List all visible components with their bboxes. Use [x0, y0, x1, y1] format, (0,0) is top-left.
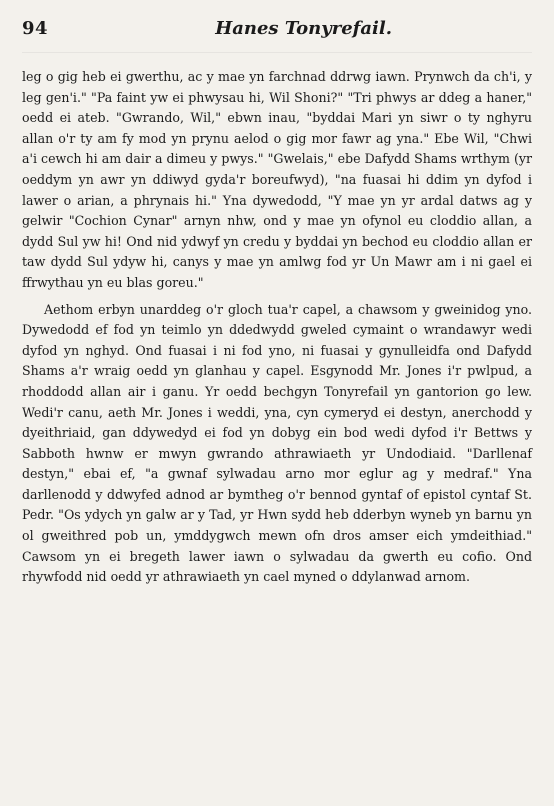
paragraph: leg o gig heb ei gwerthu, ac y mae yn farchnad ddrwg iawn. Prynwch da ch'i, y leg gen'i." "Pa faint yw ei phwysau hi, Wil Shoni?" "Tri phwys ar ddeg a haner," oedd ei ateb. "Gwrando, Wil," ebwn inau, "byddai Mari yn siwr o ty nghyru allan o'r ty am fy mod yn prynu aelod o gig mor fawr ag yna." Ebe Wil, "Chwi a'i cewch hi am dair a dimeu y pwys." "Gwelais," ebe Dafydd Shams wrthym (yr oeddym yn awr yn ddiwyd gyda'r boreufwyd), "na fuasai hi ddim yn dyfod i lawer o arian, a phrynais hi." Yna dywedodd, "Y mae yn yr ardal datws ag y gelwir "Cochion Cynar" arnyn nhw, ond y mae yn ofynol eu cloddio allan, a dydd Sul yw hi! Ond nid ydwyf yn credu y byddai yn bechod eu cloddio allan er taw dydd Sul ydyw hi, canys y mae yn amlwg fod yr Un Mawr am i ni gael ei ffrwythau yn eu blas goreu.": [22, 69, 532, 290]
paragraph: Aethom erbyn unarddeg o'r gloch tua'r capel, a chawsom y gweinidog yno. Dywedodd ef fod yn teimlo yn ddedwydd gweled cymaint o wrandawyr wedi dyfod yn nghyd. Ond fuasai i ni fod yno, ni fuasai y gynulleidfa ond Dafydd Shams a'r wraig oedd yn glanhau y capel. Esgynodd Mr. Jones i'r pwlpud, a rhoddodd allan air i ganu. Yr oedd bechgyn Tonyrefail yn gantorion go lew. Wedi'r canu, aeth Mr. Jones i weddi, yna, cyn cymeryd ei destyn, anerchodd y dyeithriaid, gan ddywedyd ei fod yn dobyg ein bod wedi dyfod i'r Bettws y Sabboth hwnw er mwyn gwrando athrawiaeth yr Undodiaid. "Darllenaf destyn," ebai ef, "a gwnaf sylwadau arno mor eglur ag y medraf." Yna darllenodd y ddwyfed adnod ar bymtheg o'r bennod gyntaf of epistol cyntaf St. Pedr. "Os ydych yn galw ar y Tad, yr Hwn sydd heb dderbyn wyneb yn barnu yn ol gweithred pob un, ymddygwch mewn ofn dros amser eich ymdeithiad." Cawsom yn ei bregeth lawer iawn o sylwadau da gwerth eu cofio. Ond rhywfodd nid oedd yr athrawiaeth yn cael myned o ddylanwad arnom.: [22, 301, 532, 585]
body-text: [22, 67, 532, 588]
running-title: Hanes Tonyrefail.: [215, 18, 392, 39]
page-number: 94: [22, 18, 49, 39]
page-header: [22, 18, 532, 53]
